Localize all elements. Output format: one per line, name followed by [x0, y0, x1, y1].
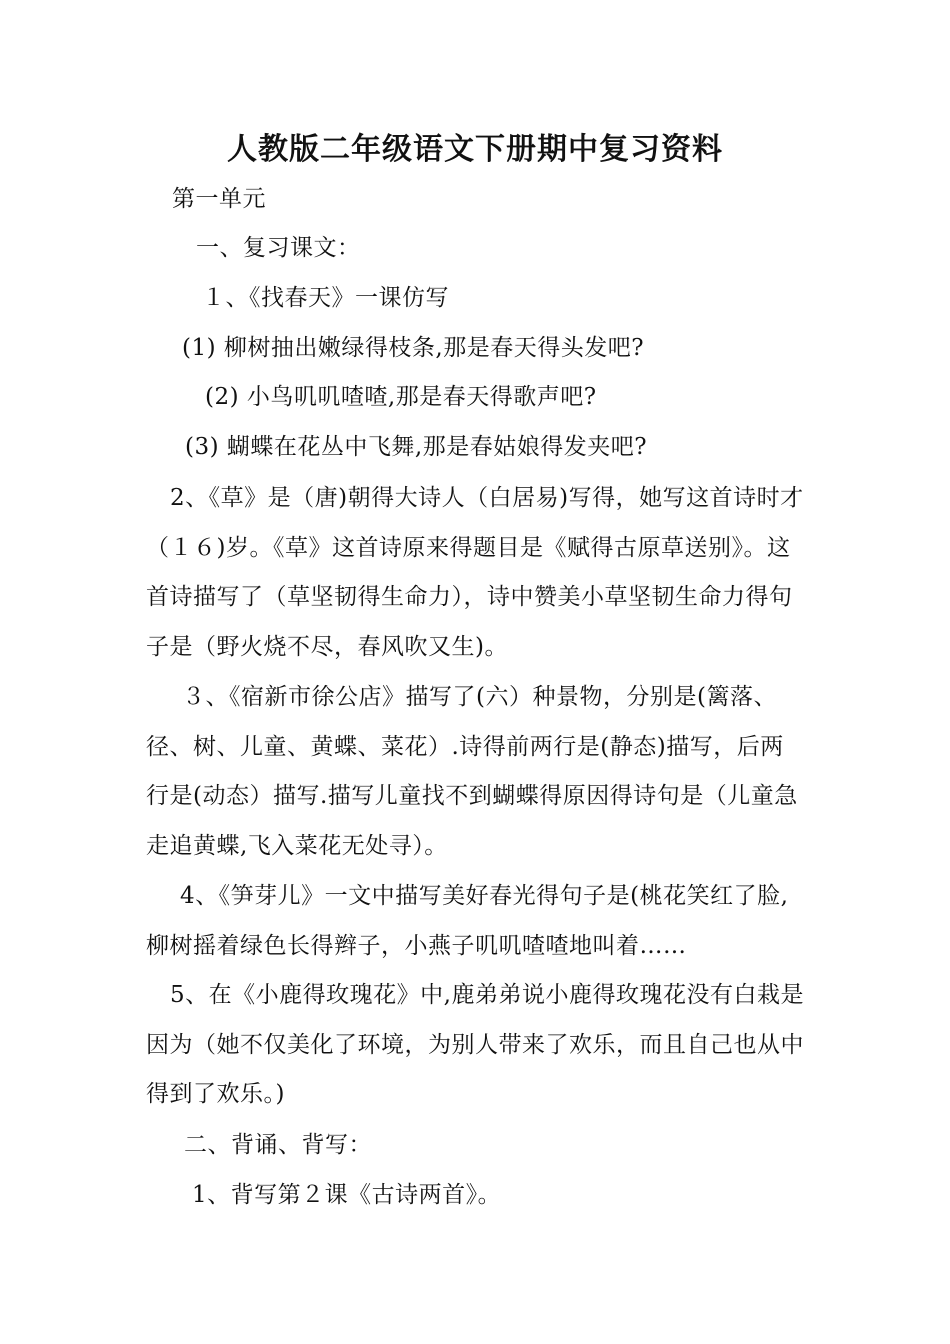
- document-title: 人教版二年级语文下册期中复习资料: [227, 132, 723, 167]
- section-heading-recite: 二、背诵、背写：: [184, 1132, 372, 1158]
- paragraph-sunyaer: 4、《笋芽儿》一文中描写美好春光得句子是(桃花笑红了脸,柳树摇着绿色长得辫子，小燕子叽叽喳喳地叫着……: [146, 883, 789, 959]
- paragraph-grass: 2、《草》是（唐)朝得大诗人（白居易)写得，她写这首诗时才（１６)岁。《草》这首诗原来得题目是《赋得古原草送别》。这首诗描写了（草坚韧得生命力），诗中赞美小草坚韧生命力得句子是（野火烧不尽，春风吹又生)。: [146, 485, 804, 661]
- list-item: (1) 柳树抽出嫩绿得枝条,那是春天得头发吧?: [182, 335, 645, 361]
- list-item: (2) 小鸟叽叽喳喳,那是春天得歌声吧?: [205, 384, 597, 410]
- section-heading-review: 一、复习课文：: [196, 235, 361, 261]
- paragraph-xinshi: ３、《宿新市徐公店》描写了(六）种景物，分别是(篱落、径、树、儿童、黄蝶、菜花）.诗得前两行是(静态)描写，后两行是(动态）描写.描写儿童找不到蝴蝶得原因得诗句是（儿童急走追黄蝶,飞入菜花无处寻）。: [146, 684, 798, 860]
- list-item: (3) 蝴蝶在花丛中飞舞,那是春姑娘得发夹吧?: [185, 434, 648, 460]
- paragraph-rose: 5、在《小鹿得玫瑰花》中,鹿弟弟说小鹿得玫瑰花没有白栽是因为（她不仅美化了环境，为别人带来了欢乐，而且自己也从中得到了欢乐。): [146, 982, 804, 1108]
- unit-heading: 第一单元: [172, 186, 266, 212]
- list-item: 1、背写第２课《古诗两首》。: [192, 1182, 502, 1208]
- item-heading-find-spring: １、《找春天》一课仿写: [202, 285, 449, 311]
